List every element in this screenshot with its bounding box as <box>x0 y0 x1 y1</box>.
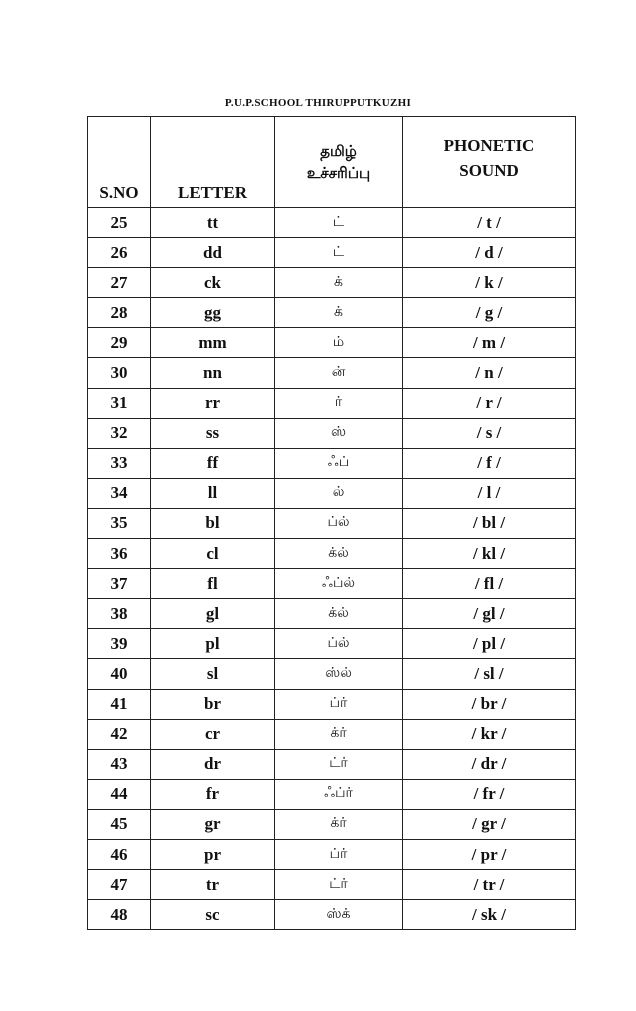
cell-letter: ck <box>151 268 275 298</box>
cell-sound: / gl / <box>403 599 576 629</box>
table-row <box>88 629 576 659</box>
cell-sno: 30 <box>88 358 151 388</box>
cell-letter: br <box>151 689 275 719</box>
cell-tamil: க் <box>275 268 403 298</box>
table-row <box>88 298 576 328</box>
cell-sno: 47 <box>88 870 151 900</box>
cell-sno: 40 <box>88 659 151 689</box>
table-row <box>88 779 576 809</box>
cell-sno: 42 <box>88 719 151 749</box>
table-row <box>88 839 576 869</box>
cell-sno: 46 <box>88 839 151 869</box>
cell-tamil: ப்ல் <box>275 508 403 538</box>
table-row <box>88 749 576 779</box>
cell-sno: 33 <box>88 448 151 478</box>
cell-tamil: ர் <box>275 388 403 418</box>
cell-sno: 38 <box>88 599 151 629</box>
table-row <box>88 418 576 448</box>
cell-letter: cr <box>151 719 275 749</box>
cell-letter: cl <box>151 539 275 569</box>
cell-tamil: ன் <box>275 358 403 388</box>
cell-sno: 28 <box>88 298 151 328</box>
cell-sound: / kl / <box>403 539 576 569</box>
cell-tamil: க்ல் <box>275 539 403 569</box>
cell-sno: 26 <box>88 238 151 268</box>
cell-sound: / gr / <box>403 809 576 839</box>
cell-sound: / sl / <box>403 659 576 689</box>
cell-tamil: ஸ்க் <box>275 900 403 930</box>
cell-letter: fr <box>151 779 275 809</box>
cell-letter: sl <box>151 659 275 689</box>
cell-sound: / m / <box>403 328 576 358</box>
cell-tamil: ஃப்ல் <box>275 569 403 599</box>
cell-letter: ff <box>151 448 275 478</box>
cell-tamil: ப்ல் <box>275 629 403 659</box>
cell-tamil: க்ர் <box>275 809 403 839</box>
cell-letter: rr <box>151 388 275 418</box>
cell-sound: / d / <box>403 238 576 268</box>
cell-letter: pr <box>151 839 275 869</box>
cell-letter: bl <box>151 508 275 538</box>
cell-sno: 34 <box>88 478 151 508</box>
cell-sound: / s / <box>403 418 576 448</box>
cell-letter: dr <box>151 749 275 779</box>
header-sno: S.NO <box>88 117 151 208</box>
table-row <box>88 478 576 508</box>
cell-sno: 36 <box>88 539 151 569</box>
cell-tamil: க்ர் <box>275 719 403 749</box>
table-row <box>88 599 576 629</box>
cell-letter: mm <box>151 328 275 358</box>
school-title: P.U.P.SCHOOL THIRUPPUTKUZHI <box>224 97 412 109</box>
cell-letter: ll <box>151 478 275 508</box>
table-body <box>88 208 576 930</box>
cell-sno: 41 <box>88 689 151 719</box>
cell-sno: 37 <box>88 569 151 599</box>
header-phonetic-line1: PHONETIC <box>443 136 535 155</box>
header-tamil <box>275 117 403 208</box>
table-row <box>88 719 576 749</box>
header-phonetic <box>403 117 576 208</box>
cell-letter: ss <box>151 418 275 448</box>
cell-letter: gr <box>151 809 275 839</box>
header-row <box>88 117 576 208</box>
cell-letter: gg <box>151 298 275 328</box>
cell-tamil: ஸ் <box>275 418 403 448</box>
table-row <box>88 238 576 268</box>
cell-tamil: ட் <box>275 208 403 238</box>
cell-tamil: ஃப் <box>275 448 403 478</box>
cell-sno: 25 <box>88 208 151 238</box>
cell-sno: 48 <box>88 900 151 930</box>
cell-tamil: க் <box>275 298 403 328</box>
table-row <box>88 900 576 930</box>
cell-letter: nn <box>151 358 275 388</box>
cell-sound: / g / <box>403 298 576 328</box>
cell-sno: 44 <box>88 779 151 809</box>
cell-letter: tt <box>151 208 275 238</box>
table-row <box>88 569 576 599</box>
cell-sound: / fr / <box>403 779 576 809</box>
table-row <box>88 388 576 418</box>
table-row <box>88 870 576 900</box>
cell-sound: / pr / <box>403 839 576 869</box>
cell-sound: / pl / <box>403 629 576 659</box>
cell-sound: / kr / <box>403 719 576 749</box>
cell-sno: 43 <box>88 749 151 779</box>
table-row <box>88 539 576 569</box>
phonics-table <box>87 116 576 930</box>
cell-tamil: ஃப்ர் <box>275 779 403 809</box>
table-row <box>88 659 576 689</box>
cell-tamil: ட் <box>275 238 403 268</box>
header-letter: LETTER <box>151 117 275 208</box>
cell-letter: sc <box>151 900 275 930</box>
cell-sno: 27 <box>88 268 151 298</box>
cell-sound: / bl / <box>403 508 576 538</box>
table-row <box>88 328 576 358</box>
cell-tamil: ம் <box>275 328 403 358</box>
cell-tamil: க்ல் <box>275 599 403 629</box>
cell-sound: / fl / <box>403 569 576 599</box>
table-row <box>88 448 576 478</box>
header-phonetic-line2: SOUND <box>459 161 519 180</box>
cell-sound: / t / <box>403 208 576 238</box>
table-row <box>88 689 576 719</box>
table-row <box>88 208 576 238</box>
cell-sound: / tr / <box>403 870 576 900</box>
cell-sound: / n / <box>403 358 576 388</box>
table-row <box>88 508 576 538</box>
header-tamil-line1: தமிழ் <box>320 142 357 160</box>
cell-tamil: ட்ர் <box>275 749 403 779</box>
cell-letter: tr <box>151 870 275 900</box>
table-row <box>88 809 576 839</box>
cell-tamil: ப்ர் <box>275 839 403 869</box>
cell-letter: dd <box>151 238 275 268</box>
cell-sound: / r / <box>403 388 576 418</box>
cell-tamil: ஸ்ல் <box>275 659 403 689</box>
cell-sound: / l / <box>403 478 576 508</box>
table-row <box>88 358 576 388</box>
cell-sound: / f / <box>403 448 576 478</box>
cell-sound: / k / <box>403 268 576 298</box>
cell-letter: gl <box>151 599 275 629</box>
cell-letter: fl <box>151 569 275 599</box>
cell-sound: / br / <box>403 689 576 719</box>
cell-sound: / sk / <box>403 900 576 930</box>
cell-letter: pl <box>151 629 275 659</box>
cell-sno: 45 <box>88 809 151 839</box>
cell-sno: 32 <box>88 418 151 448</box>
cell-sound: / dr / <box>403 749 576 779</box>
cell-sno: 39 <box>88 629 151 659</box>
cell-tamil: ல் <box>275 478 403 508</box>
cell-tamil: ப்ர் <box>275 689 403 719</box>
cell-tamil: ட்ர் <box>275 870 403 900</box>
header-tamil-line2: உச்சரிப்பு <box>306 164 371 182</box>
table-row <box>88 268 576 298</box>
cell-sno: 35 <box>88 508 151 538</box>
cell-sno: 29 <box>88 328 151 358</box>
cell-sno: 31 <box>88 388 151 418</box>
